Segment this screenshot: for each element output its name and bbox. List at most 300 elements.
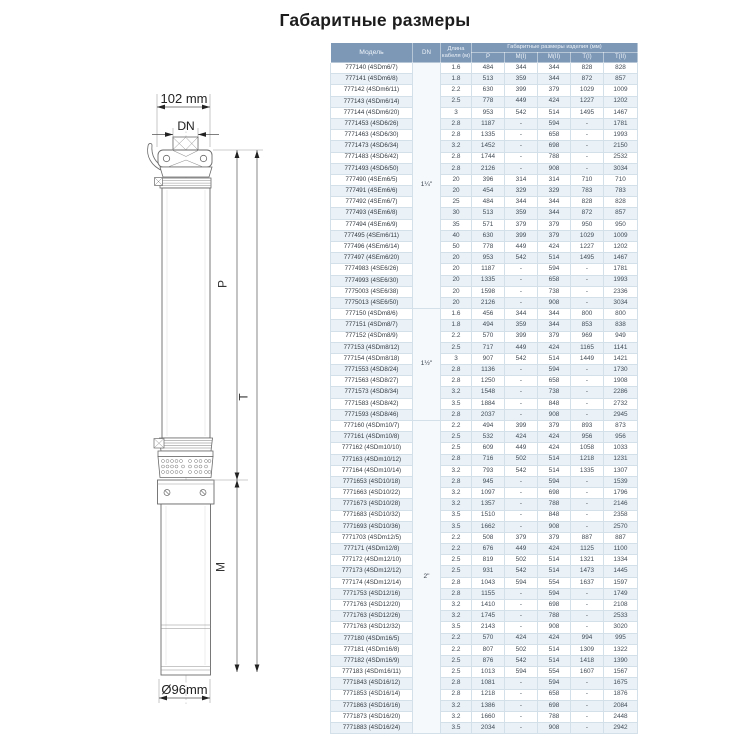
- dim-cell: 1009: [604, 230, 638, 241]
- dim-cell: -: [571, 141, 604, 152]
- dim-cell: 379: [505, 219, 538, 230]
- table-row: [331, 309, 638, 320]
- cable-cell: 1.6: [441, 309, 472, 320]
- model-cell: 7771673 (4SD10/28): [331, 499, 413, 510]
- dim-cell: 2150: [604, 141, 638, 152]
- dim-cell: 1097: [472, 488, 505, 499]
- motor-body: [161, 504, 211, 675]
- dim-cell: 873: [604, 421, 638, 432]
- dim-cell: 676: [472, 544, 505, 555]
- dim-cell: 2570: [604, 521, 638, 532]
- dim-cell: -: [505, 622, 538, 633]
- model-cell: 777150 (4SDm8/6): [331, 309, 413, 320]
- model-cell: 777153 (4SDm8/12): [331, 342, 413, 353]
- table-row: [331, 532, 638, 543]
- dim-cell: -: [571, 297, 604, 308]
- dim-cell: -: [505, 700, 538, 711]
- dim-cell: 456: [472, 309, 505, 320]
- dim-cell: 424: [538, 544, 571, 555]
- dim-cell: -: [505, 510, 538, 521]
- dim-cell: 857: [604, 74, 638, 85]
- dim-cell: -: [505, 711, 538, 722]
- cable-cell: 2.8: [441, 376, 472, 387]
- dim-cell: 570: [472, 633, 505, 644]
- model-cell: 777180 (4SDm16/5): [331, 633, 413, 644]
- model-cell: 777182 (4SDm16/9): [331, 655, 413, 666]
- dim-cell: 399: [505, 421, 538, 432]
- dim-cell: 908: [538, 297, 571, 308]
- dim-cell: 950: [571, 219, 604, 230]
- model-cell: 7771483 (4SD6/42): [331, 152, 413, 163]
- model-cell: 777172 (4SDm12/10): [331, 555, 413, 566]
- dim-cell: 738: [538, 387, 571, 398]
- table-row: [331, 588, 638, 599]
- cable-cell: 2.8: [441, 689, 472, 700]
- dim-cell: 1495: [571, 253, 604, 264]
- dim-cell: -: [571, 521, 604, 532]
- cable-cell: 20: [441, 297, 472, 308]
- dim-cell: 1662: [472, 521, 505, 532]
- table-row: [331, 454, 638, 465]
- dim-cell: 1539: [604, 476, 638, 487]
- cable-cell: 30: [441, 208, 472, 219]
- dim-cell: 542: [505, 655, 538, 666]
- dim-cell: 514: [538, 107, 571, 118]
- dim-cell: 424: [538, 432, 571, 443]
- table-row: [331, 353, 638, 364]
- dim-cell: -: [571, 118, 604, 129]
- dim-cell: 1675: [604, 678, 638, 689]
- dim-cell: 698: [538, 141, 571, 152]
- dim-cell: 359: [505, 74, 538, 85]
- dim-cell: 542: [505, 353, 538, 364]
- table-row: [331, 510, 638, 521]
- cable-cell: 2.2: [441, 421, 472, 432]
- dim-cell: 1452: [472, 141, 505, 152]
- dim-cell: 1136: [472, 365, 505, 376]
- dim-cell: 542: [505, 253, 538, 264]
- cable-cell: 3.2: [441, 711, 472, 722]
- table-row: [331, 443, 638, 454]
- dim-cell: 848: [538, 510, 571, 521]
- dim-cell: -: [571, 286, 604, 297]
- dim-cell: -: [571, 600, 604, 611]
- dim-cell: 1058: [571, 443, 604, 454]
- dim-cell: 1796: [604, 488, 638, 499]
- dim-cell: 1322: [604, 644, 638, 655]
- dim-cell: 2942: [604, 723, 638, 734]
- dim-cell: 838: [604, 320, 638, 331]
- dim-cell: 783: [571, 186, 604, 197]
- col-header-p: P: [472, 53, 505, 63]
- dim-cell: 514: [538, 644, 571, 655]
- dim-cell: 778: [472, 96, 505, 107]
- dim-cell: -: [505, 275, 538, 286]
- cable-cell: 50: [441, 242, 472, 253]
- dim-cell: 1100: [604, 544, 638, 555]
- dim-cell: -: [571, 510, 604, 521]
- cable-cell: 2.2: [441, 544, 472, 555]
- table-row: [331, 678, 638, 689]
- dim-cell: 872: [571, 74, 604, 85]
- dim-cell: 1390: [604, 655, 638, 666]
- dim-cell: 949: [604, 331, 638, 342]
- cable-cell: 2.8: [441, 163, 472, 174]
- model-cell: 777171 (4SDm12/8): [331, 544, 413, 555]
- model-cell: 7771663 (4SD10/22): [331, 488, 413, 499]
- dim-cell: -: [571, 152, 604, 163]
- dim-cell: 571: [472, 219, 505, 230]
- dim-cell: 379: [538, 230, 571, 241]
- model-cell: 7775003 (4SE6/38): [331, 286, 413, 297]
- dim-cell: 1357: [472, 499, 505, 510]
- dim-cell: 788: [538, 499, 571, 510]
- dim-cell: 1548: [472, 387, 505, 398]
- dim-cell: 449: [505, 342, 538, 353]
- model-cell: 777495 (4SEm6/11): [331, 230, 413, 241]
- dim-cell: 484: [472, 197, 505, 208]
- dim-cell: 2533: [604, 611, 638, 622]
- motor-coupling: [158, 480, 215, 504]
- dim-cell: 1202: [604, 96, 638, 107]
- dim-cell: -: [571, 488, 604, 499]
- dim-cell: 1335: [472, 130, 505, 141]
- dim-dn-label: DN: [177, 119, 195, 133]
- dim-cell: 449: [505, 443, 538, 454]
- cable-cell: 2.2: [441, 532, 472, 543]
- dim-cell: 1125: [571, 544, 604, 555]
- dim-cell: 953: [472, 253, 505, 264]
- cable-cell: 2.8: [441, 588, 472, 599]
- cable-cell: 3.2: [441, 499, 472, 510]
- model-cell: 7771653 (4SD10/18): [331, 476, 413, 487]
- model-cell: 7771553 (4SD8/24): [331, 365, 413, 376]
- dim-cell: 994: [571, 633, 604, 644]
- dim-cell: -: [505, 387, 538, 398]
- table-row: [331, 432, 638, 443]
- pump-diagram: [138, 88, 270, 710]
- dim-cell: 449: [505, 96, 538, 107]
- dim-cell: 344: [538, 197, 571, 208]
- model-cell: 7771563 (4SD8/27): [331, 376, 413, 387]
- dim-cell: 1033: [604, 443, 638, 454]
- model-cell: 777492 (4SEm6/7): [331, 197, 413, 208]
- table-row: [331, 465, 638, 476]
- table-row: [331, 208, 638, 219]
- dim-cell: 1445: [604, 566, 638, 577]
- cable-cell: 3.5: [441, 723, 472, 734]
- cable-cell: 2.2: [441, 633, 472, 644]
- dim-cell: -: [505, 163, 538, 174]
- cable-cell: 2.8: [441, 409, 472, 420]
- dim-cell: 396: [472, 174, 505, 185]
- dim-cell: 379: [538, 421, 571, 432]
- dim-cell: 2126: [472, 163, 505, 174]
- table-row: [331, 376, 638, 387]
- dim-cell: 908: [538, 622, 571, 633]
- dim-cell: 893: [571, 421, 604, 432]
- dim-cell: -: [571, 588, 604, 599]
- model-cell: 777181 (4SDm16/8): [331, 644, 413, 655]
- dim-cell: 344: [538, 208, 571, 219]
- dim-cell: 1993: [604, 275, 638, 286]
- dim-t-label: T: [236, 393, 251, 401]
- dim-cell: 514: [538, 655, 571, 666]
- model-cell: 7775013 (4SE6/50): [331, 297, 413, 308]
- table-row: [331, 118, 638, 129]
- model-cell: 777144 (4SDm6/20): [331, 107, 413, 118]
- dim-cell: 908: [538, 409, 571, 420]
- dim-cell: 853: [571, 320, 604, 331]
- cable-cell: 2.5: [441, 96, 472, 107]
- dim-cell: 1660: [472, 711, 505, 722]
- dim-cell: 344: [538, 309, 571, 320]
- model-cell: 7771583 (4SD8/42): [331, 398, 413, 409]
- dim-cell: 449: [505, 242, 538, 253]
- dim-cell: 344: [538, 74, 571, 85]
- dim-cell: 630: [472, 230, 505, 241]
- dim-cell: 658: [538, 689, 571, 700]
- dim-cell: 424: [538, 242, 571, 253]
- dimensions-table-wrap: [330, 42, 637, 734]
- table-row: [331, 409, 638, 420]
- dim-cell: 1227: [571, 242, 604, 253]
- dim-cell: 1495: [571, 107, 604, 118]
- dim-cell: 542: [505, 566, 538, 577]
- model-cell: 7771473 (4SD6/34): [331, 141, 413, 152]
- dim-cell: 1250: [472, 376, 505, 387]
- cable-cell: 20: [441, 264, 472, 275]
- dim-cell: 1449: [571, 353, 604, 364]
- dim-cell: 2336: [604, 286, 638, 297]
- dim-cell: 513: [472, 208, 505, 219]
- table-row: [331, 96, 638, 107]
- cable-cell: 2.8: [441, 454, 472, 465]
- dim-cell: 1745: [472, 611, 505, 622]
- col-header-model: Модель: [331, 43, 413, 63]
- dim-cell: 698: [538, 700, 571, 711]
- dim-cell: 514: [538, 454, 571, 465]
- table-row: [331, 611, 638, 622]
- table-row: [331, 600, 638, 611]
- dim-cell: 710: [604, 174, 638, 185]
- table-row: [331, 264, 638, 275]
- dim-cell: -: [571, 611, 604, 622]
- dim-cell: 995: [604, 633, 638, 644]
- model-cell: 7774993 (4SE6/30): [331, 275, 413, 286]
- cable-cell: 3: [441, 107, 472, 118]
- dim-cell: 514: [538, 253, 571, 264]
- dim-cell: 344: [505, 309, 538, 320]
- table-row: [331, 622, 638, 633]
- table-row: [331, 297, 638, 308]
- dim-cell: 2143: [472, 622, 505, 633]
- dim-cell: 956: [571, 432, 604, 443]
- lug-hole-right: [200, 155, 206, 161]
- dim-cell: 1231: [604, 454, 638, 465]
- dim-cell: 344: [538, 63, 571, 74]
- table-row: [331, 163, 638, 174]
- table-row: [331, 566, 638, 577]
- col-header-m2: M(II): [538, 53, 571, 63]
- dim-cell: 594: [505, 577, 538, 588]
- table-row: [331, 141, 638, 152]
- dim-cell: 1473: [571, 566, 604, 577]
- dim-cell: -: [505, 130, 538, 141]
- dim-cell: 908: [538, 163, 571, 174]
- cable-cell: 3.2: [441, 488, 472, 499]
- model-cell: 7771863 (4SD16/16): [331, 700, 413, 711]
- cable-cell: 3.5: [441, 622, 472, 633]
- table-row: [331, 286, 638, 297]
- table-row: [331, 275, 638, 286]
- cable-cell: 2.8: [441, 118, 472, 129]
- dim-cell: 1781: [604, 118, 638, 129]
- dim-cell: 1321: [571, 555, 604, 566]
- dim-cell: 594: [538, 365, 571, 376]
- dim-cell: 1187: [472, 264, 505, 275]
- dim-cell: -: [571, 387, 604, 398]
- dim-cell: -: [571, 622, 604, 633]
- dim-cell: 828: [604, 63, 638, 74]
- model-cell: 777143 (4SDm6/14): [331, 96, 413, 107]
- dim-cell: 494: [472, 421, 505, 432]
- dim-cell: 514: [538, 555, 571, 566]
- cable-cell: 3.2: [441, 611, 472, 622]
- model-cell: 777154 (4SDm8/18): [331, 353, 413, 364]
- model-cell: 777161 (4SDm10/8): [331, 432, 413, 443]
- dim-cell: 1187: [472, 118, 505, 129]
- dim-cell: 800: [604, 309, 638, 320]
- dim-cell: 1009: [604, 85, 638, 96]
- dim-cell: 609: [472, 443, 505, 454]
- dim-cell: 1876: [604, 689, 638, 700]
- dim-cell: 344: [505, 197, 538, 208]
- dim-cell: 1043: [472, 577, 505, 588]
- table-header: [331, 43, 638, 63]
- model-cell: 777140 (4SDm6/7): [331, 63, 413, 74]
- dim-cell: 3020: [604, 622, 638, 633]
- dim-cell: 2732: [604, 398, 638, 409]
- table-row: [331, 107, 638, 118]
- model-cell: 7771593 (4SD8/46): [331, 409, 413, 420]
- dim-cell: -: [571, 398, 604, 409]
- dim-cell: 1386: [472, 700, 505, 711]
- dim-cell: 2146: [604, 499, 638, 510]
- table-row: [331, 186, 638, 197]
- dim-cell: 502: [505, 555, 538, 566]
- table-row: [331, 320, 638, 331]
- dim-cell: 848: [538, 398, 571, 409]
- cable-cell: 3.2: [441, 141, 472, 152]
- dim-cell: -: [505, 118, 538, 129]
- dim-cell: 1467: [604, 107, 638, 118]
- dim-cell: 2034: [472, 723, 505, 734]
- inlet-coupling: [154, 438, 213, 457]
- cable-cell: 3.2: [441, 387, 472, 398]
- model-cell: 777174 (4SDm12/14): [331, 577, 413, 588]
- col-header-dims-group: Габаритные размеры изделия (мм): [472, 43, 638, 53]
- dim-cell: 379: [538, 532, 571, 543]
- dim-cell: -: [571, 409, 604, 420]
- table-row: [331, 421, 638, 432]
- model-cell: 7771873 (4SD16/20): [331, 711, 413, 722]
- table-row: [331, 476, 638, 487]
- dim-cell: 1029: [571, 85, 604, 96]
- table-row: [331, 197, 638, 208]
- table-row: [331, 577, 638, 588]
- cable-cell: 20: [441, 286, 472, 297]
- dim-cell: 1418: [571, 655, 604, 666]
- dim-cell: -: [571, 476, 604, 487]
- dim-cell: 399: [505, 85, 538, 96]
- dim-cell: 379: [538, 85, 571, 96]
- cable-cell: 3.2: [441, 600, 472, 611]
- table-row: [331, 242, 638, 253]
- dim-cell: 1884: [472, 398, 505, 409]
- model-cell: 7771453 (4SD6/26): [331, 118, 413, 129]
- dim-cell: 788: [538, 152, 571, 163]
- dim-cell: -: [505, 286, 538, 297]
- table-row: [331, 365, 638, 376]
- dim-cell: 956: [604, 432, 638, 443]
- dim-cell: -: [571, 376, 604, 387]
- dim-cell: 2286: [604, 387, 638, 398]
- dim-cell: -: [505, 152, 538, 163]
- dim-cell: 807: [472, 644, 505, 655]
- discharge-port: [173, 137, 198, 150]
- dim-cell: 379: [505, 532, 538, 543]
- dim-cell: 698: [538, 600, 571, 611]
- dim-cell: 788: [538, 711, 571, 722]
- table-row: [331, 488, 638, 499]
- cable-cell: 20: [441, 186, 472, 197]
- cable-cell: 3.5: [441, 521, 472, 532]
- model-cell: 7771493 (4SD6/50): [331, 163, 413, 174]
- table-row: [331, 230, 638, 241]
- cable-cell: 2.5: [441, 566, 472, 577]
- model-cell: 777151 (4SDm8/7): [331, 320, 413, 331]
- dim-cell: 2108: [604, 600, 638, 611]
- cable-cell: 2.8: [441, 365, 472, 376]
- dn-cell: 1½": [413, 309, 441, 421]
- dim-cell: 908: [538, 723, 571, 734]
- model-cell: 777493 (4SEm6/8): [331, 208, 413, 219]
- dim-cell: 828: [571, 63, 604, 74]
- dim-cell: 399: [505, 331, 538, 342]
- dim-cell: 950: [604, 219, 638, 230]
- dim-cell: 514: [538, 353, 571, 364]
- dim-cell: 424: [538, 342, 571, 353]
- cable-cell: 20: [441, 174, 472, 185]
- dim-cell: 969: [571, 331, 604, 342]
- model-cell: 7771753 (4SD12/16): [331, 588, 413, 599]
- dim-cell: 1227: [571, 96, 604, 107]
- dim-cell: 594: [538, 588, 571, 599]
- dim-cell: 424: [505, 633, 538, 644]
- model-cell: 7771763 (4SD12/26): [331, 611, 413, 622]
- dim-cell: 658: [538, 376, 571, 387]
- dim-cell: -: [505, 689, 538, 700]
- dim-cell: 857: [604, 208, 638, 219]
- dim-cell: 329: [538, 186, 571, 197]
- dim-cell: 379: [538, 331, 571, 342]
- dim-cell: -: [571, 365, 604, 376]
- dim-cell: 1637: [571, 577, 604, 588]
- dim-cell: -: [505, 611, 538, 622]
- dim-cell: 953: [472, 107, 505, 118]
- dim-cell: 630: [472, 85, 505, 96]
